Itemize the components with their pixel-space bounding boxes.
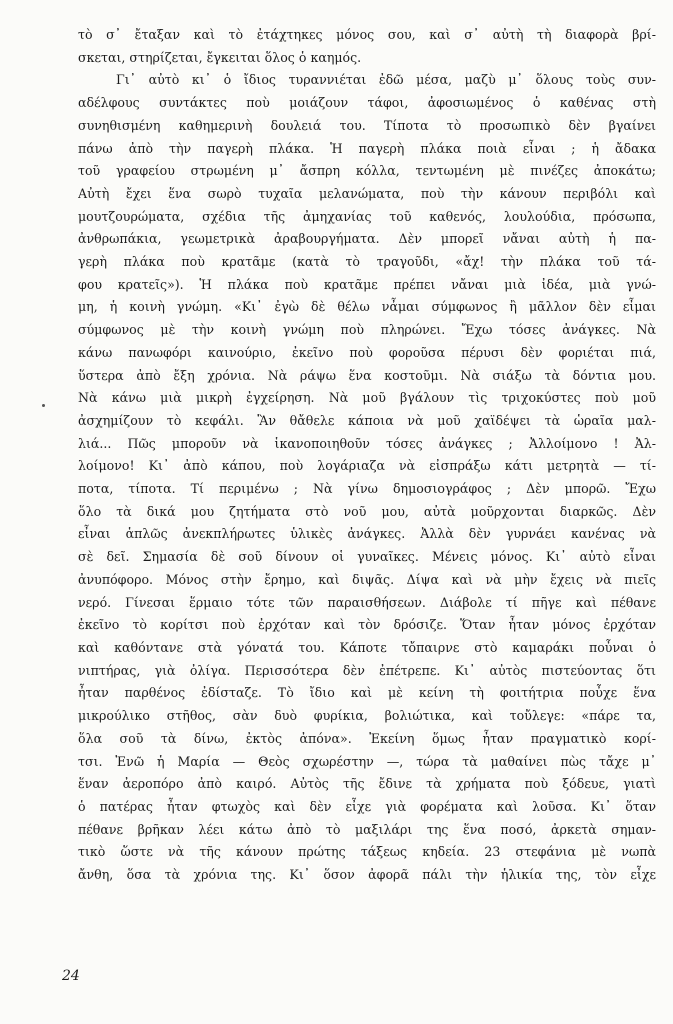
text-line: ὕστερα ἀπὸ ἔξη χρόνια. Νὰ ράψω ἕνα κοστοῦμι. Νὰ σιάξω τὰ δόντια μου. [78, 367, 656, 383]
text-line: ἐκεῖνο τὸ κορίτσι ποὺ ἐρχόταν καὶ τὸν δρόσιζε. Ὅταν ἦταν μόνος ἐρχόταν [78, 617, 656, 633]
text-line: Αὐτὴ ἔχει ἕνα σωρὸ τυχαῖα μελανώματα, ποὺ τὴν κάνουν περιβόλι καὶ [78, 185, 656, 201]
text-line: αδέλφους συντάκτες ποὺ μοιάζουν τάφοι, ἀφοσιωμένος ὁ καθένας στὴ [78, 95, 656, 111]
text-line: σκεται, στηρίζεται, ἔγκειται ὅλος ὁ καημός. [78, 49, 362, 65]
text-line: ἄνθη, ὅσα τὰ χρόνια της. Κι᾿ ὅσον ἀφορᾶ πάλι τὴν ἡλικία της, τὸν εἶχε [78, 867, 656, 883]
margin-mark [42, 404, 45, 407]
text-line: μουτζουρώματα, σχέδια τῆς ἀμηχανίας τοῦ καθενός, λουλούδια, πρόσωπα, [78, 208, 656, 224]
text-line: τικὸ ὥστε νὰ τῆς κάνουν πρώτης τάξεως κηδεία. 23 στεφάνια μὲ νωπὰ [78, 844, 656, 860]
text-line: λιά... Πῶς μποροῦν νὰ ἱκανοποιηθοῦν τόσες ἀνάγκες ; Ἀλλοίμονο ! Ἀλ- [78, 435, 656, 451]
text-line: σύμφωνος μὲ τὴν κοινὴ γνώμη ποὺ πληρώνει. Ἔχω τόσες ἀνάγκες. Νὰ [78, 322, 656, 338]
text-line: ὁ πατέρας ἦταν φτωχὸς καὶ δὲν εἶχε γιὰ φορέματα καὶ λοῦσα. Κι᾿ ὅταν [78, 798, 656, 814]
text-line: συνηθισμένη καθημερινὴ δουλειά του. Τίποτα τὸ προσωπικὸ δὲν βγαίνει [78, 117, 656, 133]
text-line: ποτα, τίποτα. Τί περιμένω ; Νὰ γίνω δημοσιογράφος ; Δὲν μπορῶ. Ἔχω [78, 481, 656, 497]
text-line: πάνω ἀπὸ τὴν παγερὴ πλάκα. Ἡ παγερὴ πλάκα ποιὰ εἶναι ; ἡ ἄδακα [78, 140, 656, 156]
text-line: μικρούλικο στῆθος, σὰν δυὸ φυρίκια, βολιώτικα, καὶ τοὔλεγε: «πάρε τα, [78, 708, 656, 724]
text-line: Νὰ κάνω μιὰ μικρὴ ἐγχείρηση. Νὰ μοῦ βγάλουν τὶς τριχοκύστες ποὺ μοῦ [78, 390, 656, 406]
text-line: ἦταν παρθένος ἐδίσταζε. Τὸ ἴδιο καὶ μὲ κείνη τὴ φοιτήτρια ποὖχε ἕνα [78, 685, 656, 701]
text-line: εἶναι ἁπλῶς ἀνεκπλήρωτες ὑλικὲς ἀνάγκες. Ἀλλὰ δὲν γυρνάει κανένας νὰ [78, 526, 656, 542]
text-line: πέθανε βρῆκαν λέει κάτω ἀπὸ τὸ μαξιλάρι της ἕνα ποσό, ἀρκετὰ σημαν- [78, 821, 656, 837]
text-line: γερὴ πλάκα ποὺ κρατᾶμε (κατὰ τὸ τραγοῦδι, «ἄχ! τὴν πλάκα τοῦ τά- [78, 254, 656, 270]
text-line: ἕναν ἀεροπόρο ἀπὸ καιρό. Αὐτὸς τῆς ἔδινε τὰ χρήματα ποὺ ξόδευε, γιατὶ [78, 776, 656, 792]
page-number: 24 [62, 968, 80, 984]
text-line: ὅλο τὰ δικά μου ζητήματα στὸ νοῦ μου, αὐτὰ μοῦρχονται διαρκῶς. Δὲν [78, 503, 656, 519]
text-line: λοίμονο! Κι᾿ ἀπὸ κάπου, ποὺ λογάριαζα νὰ εἰσπράξω κάτι μετρητὰ — τί- [78, 458, 656, 474]
paragraph-first-line: Γι᾿ αὐτὸ κι᾿ ὁ ἴδιος τυραννιέται ἐδῶ μέσα, μαζὺ μ᾿ ὅλους τοὺς συν- [116, 72, 656, 88]
text-line: νιπτήρας, γιὰ ὀλίγα. Περισσότερα δὲν ἐπέτρεπε. Κι᾿ αὐτὸς πιστεύοντας ὅτι [78, 662, 656, 678]
text-line: κάνω πανωφόρι καινούριο, ἐκεῖνο ποὺ φοροῦσα πέρυσι δὲν φοριέται πιά, [78, 344, 656, 360]
text-line: καὶ καθόντανε στὰ γόνατά του. Κάποτε τὄπαιρνε στὸ καμαράκι ποὖναι ὁ [78, 639, 656, 655]
text-line: ἀνυπόφορο. Μόνος στὴν ἔρημο, καὶ διψᾶς. Δίψα καὶ νὰ μὴν ἔχεις νὰ πιεῖς [78, 571, 656, 587]
text-line: ἀσχημίζουν τὸ κεφάλι. Ἂν θἄθελε κάποια νὰ μοῦ χαϊδέψει τὰ ὡραῖα μαλ- [78, 412, 656, 428]
body-text [78, 24, 656, 887]
text-line: μη, ἡ κοινὴ γνώμη. «Κι᾿ ἐγὼ δὲ θέλω νἆμαι σύμφωνος ἢ μᾶλλον δὲν εἶμαι [78, 299, 656, 315]
text-line: τοῦ γραφείου στρωμένη μ᾿ ἄσπρη κόλλα, τεντωμένη μὲ πινέζες ἀποκάτω; [78, 163, 656, 179]
text-line: τὸ σ᾿ ἔταξαν καὶ τὸ ἐτάχτηκες μόνος σου, καὶ σ᾿ αὐτὴ τὴ διαφορὰ βρί- [78, 27, 656, 42]
text-line: νερό. Γίνεσαι ἕρμαιο τότε τῶν παραισθήσεων. Διάβολε τί πῆγε καὶ πέθανε [78, 594, 656, 610]
text-line: σὲ δεῖ. Σημασία δὲ σοῦ δίνουν οἱ γυναῖκες. Μένεις μόνος. Κι᾿ αὐτὸ εἶναι [78, 549, 656, 565]
text-line: ὅλα σοῦ τὰ δίνω, ἐκτὸς ἀπόνα». Ἐκείνη ὅμως ἦταν πραγματικὸ κορί- [78, 730, 656, 746]
text-line: τσι. Ἐνῶ ἡ Μαρία — Θεὸς σχωρέστην —, τώρα τὰ μαθαίνει πὼς τἄχε μ᾿ [78, 753, 656, 769]
text-line: ἀνθρωπάκια, γεωμετρικὰ ἀραβουργήματα. Δὲν μπορεῖ νἄναι αὐτὴ ἡ πα- [78, 231, 656, 247]
text-line: φου κρατεῖς»). Ἡ πλάκα ποὺ κρατᾶμε πρέπει νἄναι μιὰ ἰδέα, μιὰ γνώ- [78, 276, 656, 292]
